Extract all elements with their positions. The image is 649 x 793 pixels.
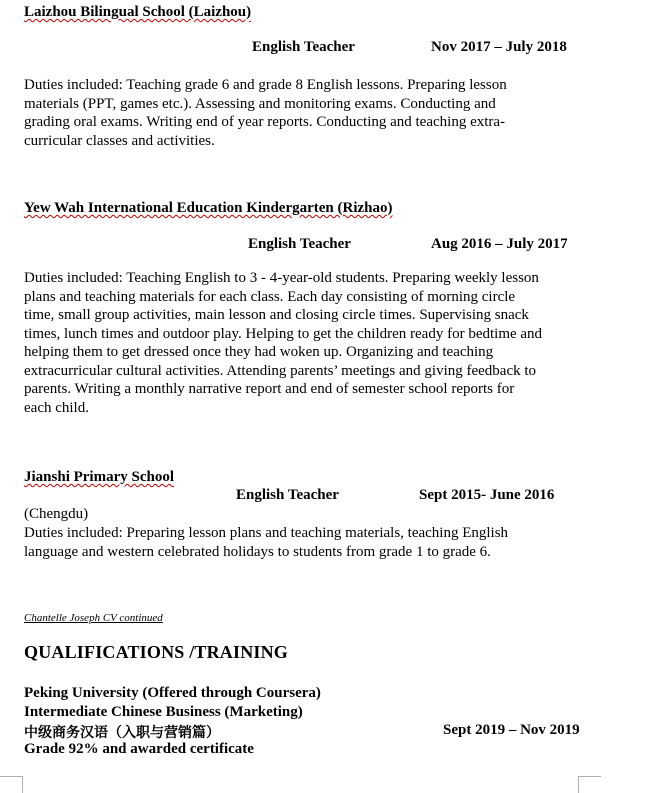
job-3-duties [24, 524, 508, 561]
job-3-role: English Teacher [236, 487, 339, 503]
job-2-duties-line: time, small group activities, main lesson and closing circle times. Supervising snack [24, 307, 529, 323]
job-1-role: English Teacher [252, 39, 355, 55]
margin-marker-right [578, 776, 601, 793]
job-3-duties-line: Duties included: Preparing lesson plans and teaching materials, teaching English [24, 525, 509, 541]
qualification-grade: Grade 92% and awarded certificate [24, 741, 254, 757]
qualifications-heading: QUALIFICATIONS /TRAINING [24, 642, 289, 662]
job-3-dates: Sept 2015- June 2016 [419, 487, 555, 503]
job-2-role: English Teacher [248, 236, 351, 252]
job-1-dates: Nov 2017 – July 2018 [431, 39, 567, 55]
job-2-duties-line: plans and teaching materials for each class. Each day consisting of morning circle [24, 288, 516, 305]
job-3-duties-line: language and western celebrated holidays to students from grade 1 to grade 6. [24, 543, 491, 560]
job-2-org-text: Yew Wah International Education Kindergarten (Rizhao) [24, 200, 393, 216]
qualification-institution-text: Peking University (Offered through Coursera) [24, 685, 321, 701]
job-2-duties-line: extracurricular cultural activities. Attending parents’ meetings and giving feedback to [24, 362, 537, 379]
job-3-org-text: Jianshi Primary School [24, 469, 175, 485]
job-1-duties-line: curricular classes and activities. [24, 132, 215, 149]
job-2-duties-line: parents. Writing a monthly narrative report and end of semester school reports for [24, 381, 515, 397]
job-1-duties-line: grading oral exams. Writing end of year reports. Conducting and teaching extra- [24, 114, 506, 130]
job-2-duties-line: each child. [24, 399, 89, 416]
qualification-course-chinese: 中级商务汉语（入职与营销篇） [24, 725, 220, 741]
job-2-organization [24, 200, 393, 217]
job-1-organization [24, 4, 251, 21]
job-2-duties-line: Duties included: Teaching English to 3 - 4-year-old students. Preparing weekly lesson [24, 270, 539, 286]
job-1-org-text: Laizhou Bilingual School (Laizhou) [24, 4, 252, 20]
job-2-duties-line: helping them to get dressed once they had woken up. Organizing and teaching [24, 344, 494, 360]
qualification-course: Intermediate Chinese Business (Marketing) [24, 704, 303, 720]
job-1-duties-line: materials (PPT, games etc.). Assessing and monitoring exams. Conducting and [24, 95, 496, 112]
job-2-duties [24, 269, 542, 417]
margin-marker-left [0, 776, 23, 793]
job-2-dates: Aug 2016 – July 2017 [431, 236, 568, 252]
job-3-location: (Chengdu) [24, 506, 89, 522]
job-3-organization [24, 469, 174, 486]
job-2-duties-line: times, lunch times and outdoor play. Helping to get the children ready for bedtime and [24, 325, 543, 342]
qualification-dates: Sept 2019 – Nov 2019 [443, 722, 580, 738]
job-1-duties [24, 76, 507, 150]
qualification-institution [24, 685, 321, 702]
page-footer: Chantelle Joseph CV continued [24, 612, 163, 624]
job-1-duties-line: Duties included: Teaching grade 6 and grade 8 English lessons. Preparing lesson [24, 77, 507, 93]
